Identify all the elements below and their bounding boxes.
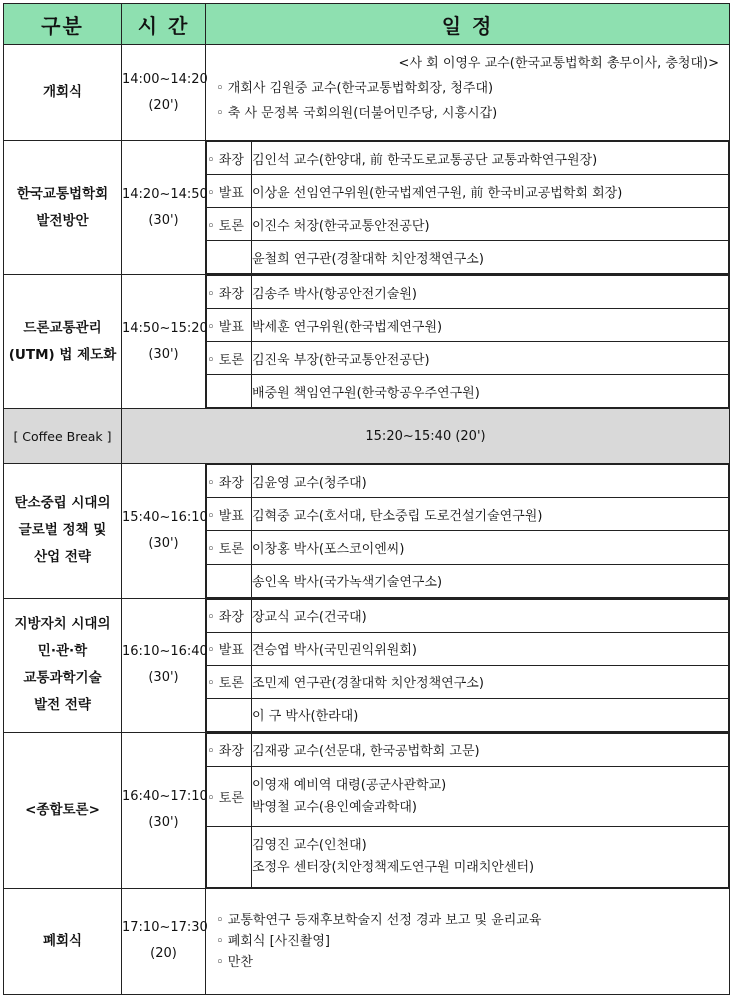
participant: 송인옥 박사(국가녹색기술연구소)	[252, 564, 729, 597]
opening-body	[206, 45, 730, 141]
opening-time: 14:00~14:20	[122, 71, 208, 87]
closing-time: 17:10~17:30	[122, 920, 208, 936]
session-time: 15:40~16:10	[122, 509, 208, 525]
closing-row	[4, 888, 730, 994]
session-title-line: 교통과학기술	[23, 670, 102, 687]
session-body	[206, 732, 730, 888]
participant: 이창홍 박사(포스코이엔씨)	[252, 531, 729, 564]
participant: 김영진 교수(인천대)	[252, 838, 367, 854]
header-time: 시 간	[122, 4, 206, 45]
role-label	[207, 564, 252, 597]
participant-group	[252, 766, 729, 826]
header-schedule: 일 정	[206, 4, 730, 45]
role-label: ◦ 발표	[207, 632, 252, 665]
session-title	[4, 275, 122, 409]
session-time: 16:10~16:40	[122, 644, 208, 660]
role-label	[207, 827, 252, 887]
session-title	[4, 141, 122, 275]
session-duration: (30')	[148, 815, 179, 831]
role-label: ◦ 좌장	[207, 465, 252, 498]
session-time-cell	[122, 598, 206, 732]
session-title-line: 탄소중립 시대의	[14, 495, 111, 512]
session-time-cell	[122, 275, 206, 409]
session-duration: (30')	[148, 346, 179, 362]
opening-congrats: ◦ 축 사 문정복 국회의원(더불어민주당, 시흥시갑)	[216, 106, 498, 122]
session-row	[4, 141, 730, 275]
participant: 조민제 연구관(경찰대학 치안정책연구소)	[252, 665, 729, 698]
participant: 장교식 교수(건국대)	[252, 599, 729, 632]
session-time: 16:40~17:10	[122, 789, 208, 805]
session-duration: (30')	[148, 535, 179, 551]
participant: 김인석 교수(한양대, 前 한국도로교통공단 교통과학연구원장)	[252, 142, 729, 175]
session-body	[206, 598, 730, 732]
header-row	[4, 4, 730, 45]
opening-host: <사 회 이영우 교수(한국교통법학회 총무이사, 충청대)>	[398, 56, 719, 72]
closing-item: ◦ 폐회식 [사진촬영]	[216, 933, 330, 949]
session-title-line: 민·관·학	[37, 643, 88, 660]
session-title	[4, 732, 122, 888]
opening-row	[4, 45, 730, 141]
participant: 김재광 교수(선문대, 한국공법학회 고문)	[252, 733, 729, 766]
role-label: ◦ 좌장	[207, 733, 252, 766]
participant: 박영철 교수(용인예술과학대)	[252, 799, 417, 815]
participant: 이영재 예비역 대령(공군사관학교)	[252, 777, 447, 793]
participant: 이상윤 선임연구위원(한국법제연구원, 前 한국비교공법학회 회장)	[252, 175, 729, 208]
session-title-line: 한국교통법학회	[16, 185, 109, 202]
session-body	[206, 275, 730, 409]
session-title-line: (UTM) 법 제도화	[8, 346, 117, 363]
closing-time-cell	[122, 888, 206, 994]
opening-duration: (20')	[148, 97, 179, 113]
role-label: ◦ 토론	[207, 208, 252, 241]
role-label: ◦ 좌장	[207, 599, 252, 632]
closing-item: ◦ 만찬	[216, 954, 253, 970]
participant-group	[252, 827, 729, 887]
role-label: ◦ 발표	[207, 175, 252, 208]
session-title	[4, 598, 122, 732]
opening-address: ◦ 개회사 김원중 교수(한국교통법학회장, 청주대)	[216, 81, 494, 97]
participant: 이 구 박사(한라대)	[252, 698, 729, 731]
participant: 김혁중 교수(호서대, 탄소중립 도로건설기술연구원)	[252, 498, 729, 531]
session-title-line: 지방자치 시대의	[14, 616, 111, 633]
session-title-line: 발전방안	[36, 212, 89, 229]
coffee-break-label: [ Coffee Break ]	[4, 409, 122, 464]
session-time-cell	[122, 464, 206, 598]
session-duration: (30')	[148, 212, 179, 228]
session-time-cell	[122, 141, 206, 275]
session-time: 14:50~15:20	[122, 320, 208, 336]
role-label	[207, 241, 252, 274]
role-label: ◦ 좌장	[207, 142, 252, 175]
session-row	[4, 275, 730, 409]
session-title-line: 발전 전략	[34, 697, 91, 714]
closing-item: ◦ 교통학연구 등재후보학술지 선정 경과 보고 및 윤리교육	[216, 912, 542, 928]
session-body	[206, 464, 730, 598]
role-label: ◦ 토론	[207, 766, 252, 826]
participant: 조정우 센터장(치안정책제도연구원 미래치안센터)	[252, 860, 535, 876]
session-row	[4, 598, 730, 732]
session-title	[4, 464, 122, 598]
role-label: ◦ 토론	[207, 342, 252, 375]
closing-duration: (20)	[150, 946, 177, 962]
role-label: ◦ 토론	[207, 665, 252, 698]
session-title-line: <종합토론>	[25, 801, 100, 818]
header-category: 구분	[4, 4, 122, 45]
session-time-cell	[122, 732, 206, 888]
coffee-break-time: 15:20~15:40 (20')	[122, 409, 730, 464]
participant: 김송주 박사(항공안전기술원)	[252, 276, 729, 309]
session-time: 14:20~14:50	[122, 186, 208, 202]
participant: 김진욱 부장(한국교통안전공단)	[252, 342, 729, 375]
participant: 박세훈 연구위원(한국법제연구원)	[252, 309, 729, 342]
session-title-line: 글로벌 정책 및	[18, 522, 107, 539]
session-body	[206, 141, 730, 275]
role-label	[207, 375, 252, 408]
session-row	[4, 464, 730, 598]
session-title-line: 산업 전략	[34, 549, 91, 566]
session-duration: (30')	[148, 670, 179, 686]
closing-section: 폐회식	[4, 888, 122, 994]
opening-section: 개회식	[4, 45, 122, 141]
closing-body	[206, 888, 730, 994]
participant: 견승엽 박사(국민권익위원회)	[252, 632, 729, 665]
role-label: ◦ 발표	[207, 309, 252, 342]
role-label: ◦ 발표	[207, 498, 252, 531]
participant: 배중원 책임연구원(한국항공우주연구원)	[252, 375, 729, 408]
participant: 김윤영 교수(청주대)	[252, 465, 729, 498]
participant: 이진수 처장(한국교통안전공단)	[252, 208, 729, 241]
session-title-line: 드론교통관리	[23, 319, 102, 336]
schedule-table	[3, 3, 730, 995]
role-label	[207, 698, 252, 731]
role-label: ◦ 토론	[207, 531, 252, 564]
coffee-break-row	[4, 409, 730, 464]
opening-time-cell	[122, 45, 206, 141]
participant: 윤철희 연구관(경찰대학 치안정책연구소)	[252, 241, 729, 274]
role-label: ◦ 좌장	[207, 276, 252, 309]
session-row	[4, 732, 730, 888]
